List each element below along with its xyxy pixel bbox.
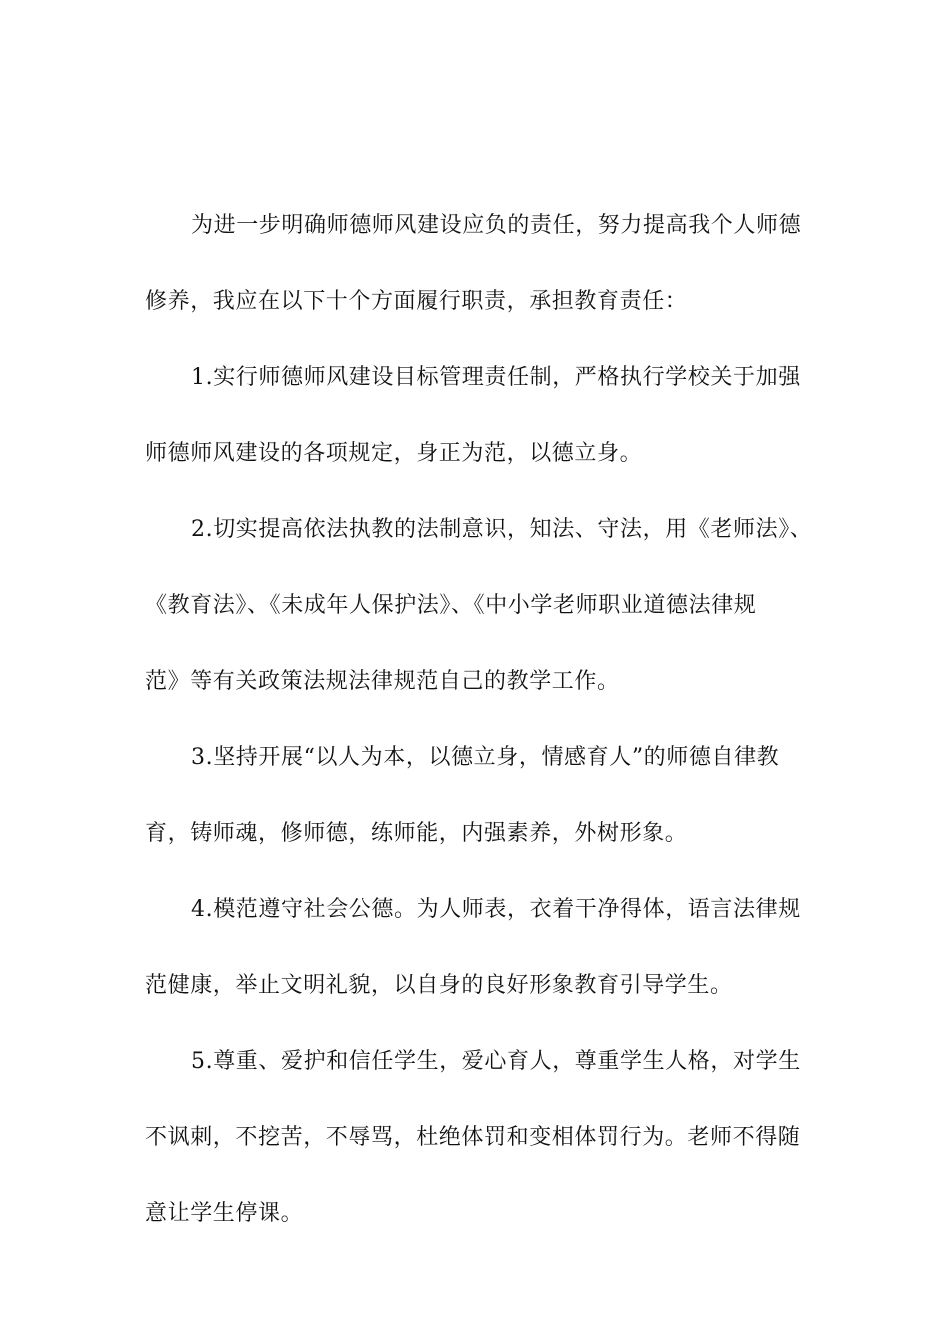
paragraph-line: 2.切实提高依法执教的法制意识，知法、守法，用《老师法》、 [191,517,813,542]
paragraph-line: 4.模范遵守社会公德。为人师表，衣着干净得体，语言法律规 [191,897,801,922]
paragraph-item-4 [145,872,825,1024]
paragraph-line: 5.尊重、爱护和信任学生，爱心育人，尊重学生人格，对学生 [191,1049,801,1074]
paragraph-line: 为进一步明确师德师风建设应负的责任，努力提高我个人师德 [191,213,802,238]
paragraph-line: 《教育法》、《未成年人保护法》、《中小学老师职业道德法律规 [145,593,757,618]
paragraph-line: 师德师风建设的各项规定，身正为范，以德立身。 [145,441,643,466]
paragraph-item-2 [145,492,825,720]
paragraph-item-3 [145,720,825,872]
paragraph-line: 3.坚持开展“以人为本，以德立身，情感育人”的师德自律教 [191,745,780,770]
paragraph-line: 育，铸师魂，修师德，练师能，内强素养，外树形象。 [145,821,688,846]
paragraph-line: 不讽刺，不挖苦，不辱骂，杜绝体罚和变相体罚行为。老师不得随 [145,1125,801,1150]
paragraph-line: 范》等有关政策法规法律规范自己的教学工作。 [145,669,620,694]
document-body [145,200,825,1252]
paragraph-item-1 [145,340,825,492]
paragraph-item-5 [145,1024,825,1252]
paragraph-intro [145,188,825,340]
paragraph-line: 1.实行师德师风建设目标管理责任制，严格执行学校关于加强 [191,365,801,390]
paragraph-line: 意让学生停课。 [145,1201,304,1226]
paragraph-line: 范健康，举止文明礼貌，以自身的良好形象教育引导学生。 [145,973,733,998]
paragraph-line: 修养，我应在以下十个方面履行职责，承担教育责任： [145,289,688,314]
